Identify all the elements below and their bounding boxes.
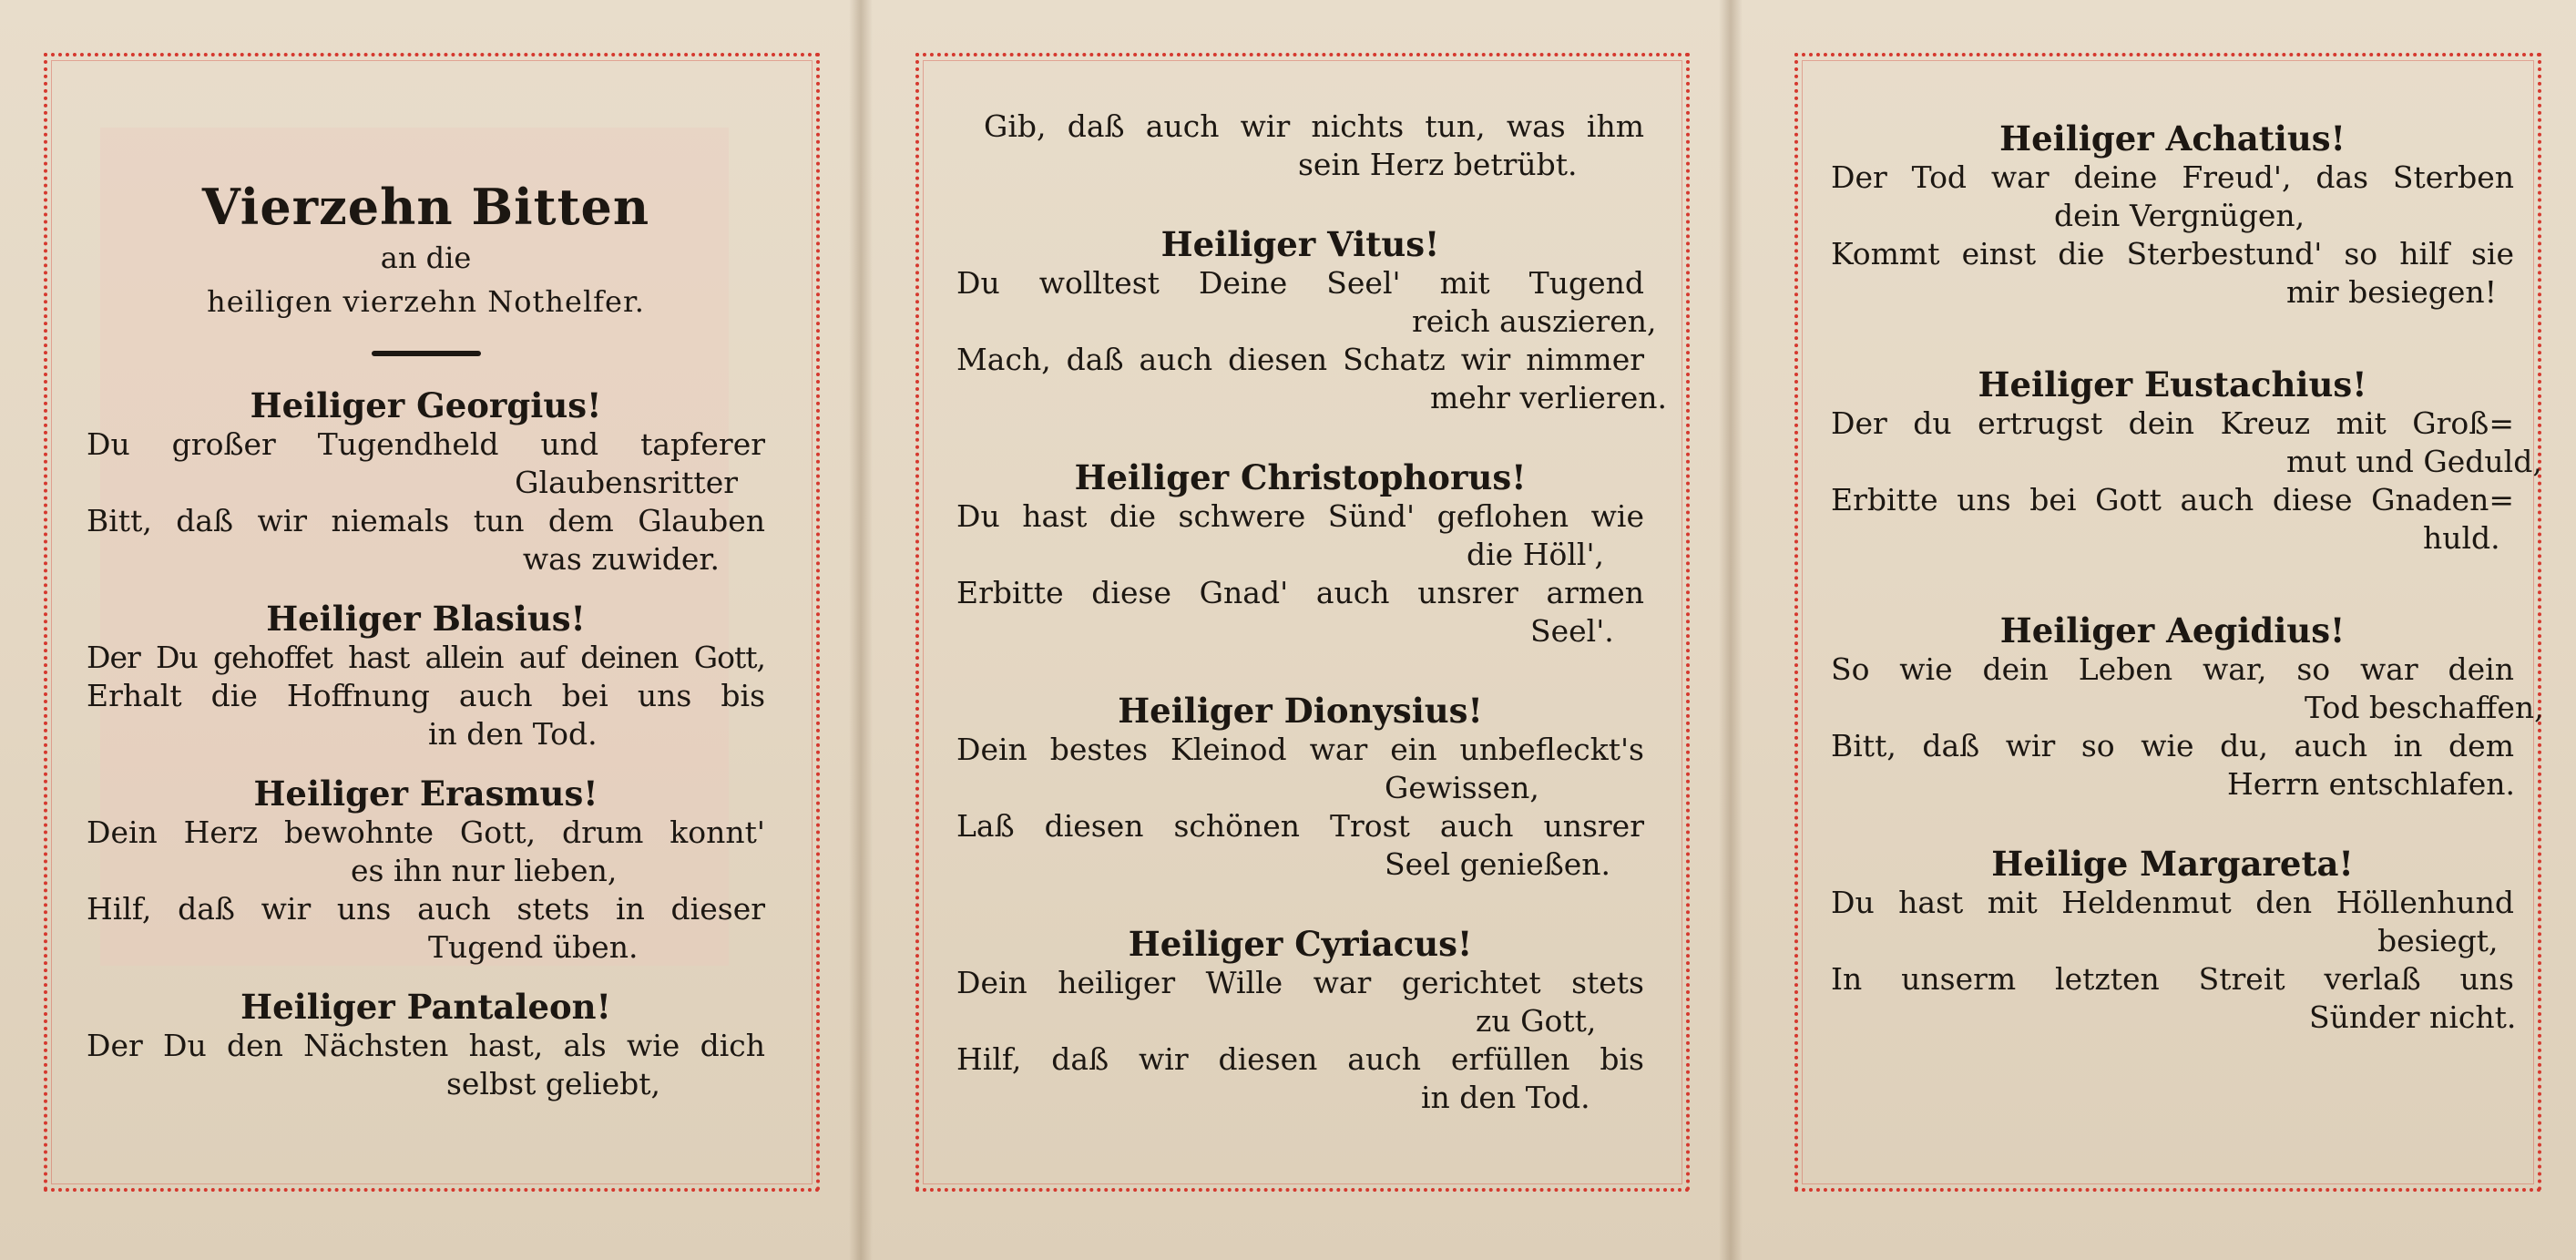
prayer-line: Du wolltest Deine Seel' mit Tugend [956, 265, 1644, 301]
prayer-line: Tugend üben. [428, 929, 639, 965]
prayer-heading: Heiliger Eustachius! [1978, 364, 2367, 405]
prayer-line: reich auszieren, [1412, 303, 1657, 339]
prayer-line: Du hast mit Heldenmut den Höllenhund [1831, 885, 2514, 920]
prayer-line: dein Vergnügen, [2054, 198, 2305, 233]
prayer-line: Herrn entschlafen. [2227, 766, 2516, 802]
prayer-line: So wie dein Leben war, so war dein [1831, 651, 2514, 687]
prayer-line: Sünder nicht. [2309, 999, 2517, 1035]
prayer-line: in den Tod. [1421, 1080, 1590, 1115]
subtitle-line-2: heiligen vierzehn Nothelfer. [207, 284, 645, 319]
prayer-heading: Heiliger Cyriacus! [1128, 924, 1473, 964]
prayer-line: Erbitte uns bei Gott auch diese Gnaden= [1831, 482, 2514, 517]
prayer-line: Bitt, daß wir so wie du, auch in dem [1831, 728, 2514, 763]
prayer-line: Dein heiliger Wille war gerichtet stets [956, 965, 1644, 1000]
prayer-line: Hilf, daß wir uns auch stets in dieser [87, 891, 765, 927]
prayer-line: mehr verlieren. [1430, 380, 1667, 415]
prayer-heading: Heiliger Vitus! [1160, 224, 1440, 264]
prayer-achatius [1831, 118, 2514, 312]
prayer-aegidius [1831, 610, 2544, 804]
prayer-eustachius [1831, 364, 2542, 558]
left-page-content [87, 178, 765, 1103]
prayer-line: die Höll', [1467, 537, 1605, 572]
prayer-line: selbst geliebt, [446, 1066, 660, 1101]
prayer-heading: Heiliger Dionysius! [1118, 691, 1483, 731]
prayer-line: Der Tod war deine Freud', das Sterben [1831, 159, 2514, 195]
prayer-heading: Heiliger Achatius! [1999, 118, 2346, 159]
prayer-line: Du hast die schwere Sünd' geflohen wie [956, 498, 1644, 534]
title-divider [372, 351, 481, 356]
fold-line [849, 0, 873, 1260]
prayer-line: sein Herz betrübt. [1298, 147, 1578, 182]
prayer-line: Du großer Tugendheld und tapferer [87, 426, 765, 462]
prayer-heading: Heilige Margareta! [1991, 844, 2354, 884]
prayer-line: Hilf, daß wir diesen auch erfüllen bis [956, 1041, 1644, 1077]
prayer-line: zu Gott, [1476, 1003, 1597, 1039]
prayer-line: Kommt einst die Sterbestund' so hilf sie [1831, 236, 2514, 271]
prayer-line: In unserm letzten Streit verlaß uns [1831, 961, 2514, 997]
prayer-heading: Heiliger Georgius! [250, 385, 602, 425]
prayer-line: Glaubensritter [515, 465, 738, 500]
prayer-blasius [87, 599, 765, 753]
prayer-line: Dein Herz bewohnte Gott, drum konnt' [87, 814, 765, 850]
prayer-dionysius [956, 691, 1644, 884]
prayer-vitus [956, 224, 1667, 417]
prayer-line: Bitt, daß wir niemals tun dem Glauben [87, 503, 765, 538]
prayer-line: huld. [2423, 520, 2500, 556]
prayer-heading: Heiliger Erasmus! [253, 773, 598, 814]
prayer-line: Erhalt die Hoffnung auch bei uns bis [87, 678, 765, 713]
booklet-title: Vierzehn Bitten [201, 178, 650, 236]
middle-page-content [956, 108, 1667, 1117]
prayer-line: in den Tod. [428, 716, 598, 752]
prayer-cyriacus [956, 924, 1644, 1117]
right-page-content [1831, 118, 2544, 1037]
fold-line [1719, 0, 1743, 1260]
prayer-line: Mach, daß auch diesen Schatz wir nimmer [956, 342, 1644, 377]
prayer-line: mir besiegen! [2286, 274, 2497, 310]
prayer-erasmus [87, 773, 765, 967]
prayer-line: Seel'. [1530, 613, 1614, 649]
prayer-line: Der Du gehoffet hast allein auf deinen Gott, [87, 640, 765, 675]
prayer-line: Der du ertrugst dein Kreuz mit Groß= [1831, 405, 2514, 441]
prayer-line: Seel genießen. [1385, 846, 1611, 882]
prayer-pantaleon [87, 987, 765, 1103]
prayer-christophorus [956, 457, 1644, 650]
subtitle-line-1: an die [380, 241, 472, 275]
prayer-heading: Heiliger Aegidius! [1999, 610, 2346, 650]
prayer-line: was zuwider. [522, 541, 720, 577]
prayer-line: es ihn nur lieben, [351, 853, 618, 888]
prayer-line: besiegt, [2377, 923, 2499, 958]
prayer-heading: Heiliger Blasius! [266, 599, 586, 639]
prayer-line: Erbitte diese Gnad' auch unsrer armen [956, 575, 1644, 610]
prayer-line: Gewissen, [1385, 770, 1539, 805]
prayer-heading: Heiliger Pantaleon! [240, 987, 611, 1027]
prayer-georgius [87, 385, 765, 579]
prayer-line: Tod beschaffen, [2305, 690, 2544, 725]
prayer-line: Gib, daß auch wir nichts tun, was ihm [984, 108, 1644, 144]
prayer-line: mut und Geduld, [2286, 444, 2542, 479]
prayer-margareta [1831, 844, 2517, 1037]
prayer-line: Dein bestes Kleinod war ein unbefleckt's [956, 732, 1644, 767]
prayer-line: Der Du den Nächsten hast, als wie dich [87, 1028, 765, 1063]
prayer-heading: Heiliger Christophorus! [1074, 457, 1527, 497]
prayer-line: Laß diesen schönen Trost auch unsrer [956, 808, 1644, 844]
